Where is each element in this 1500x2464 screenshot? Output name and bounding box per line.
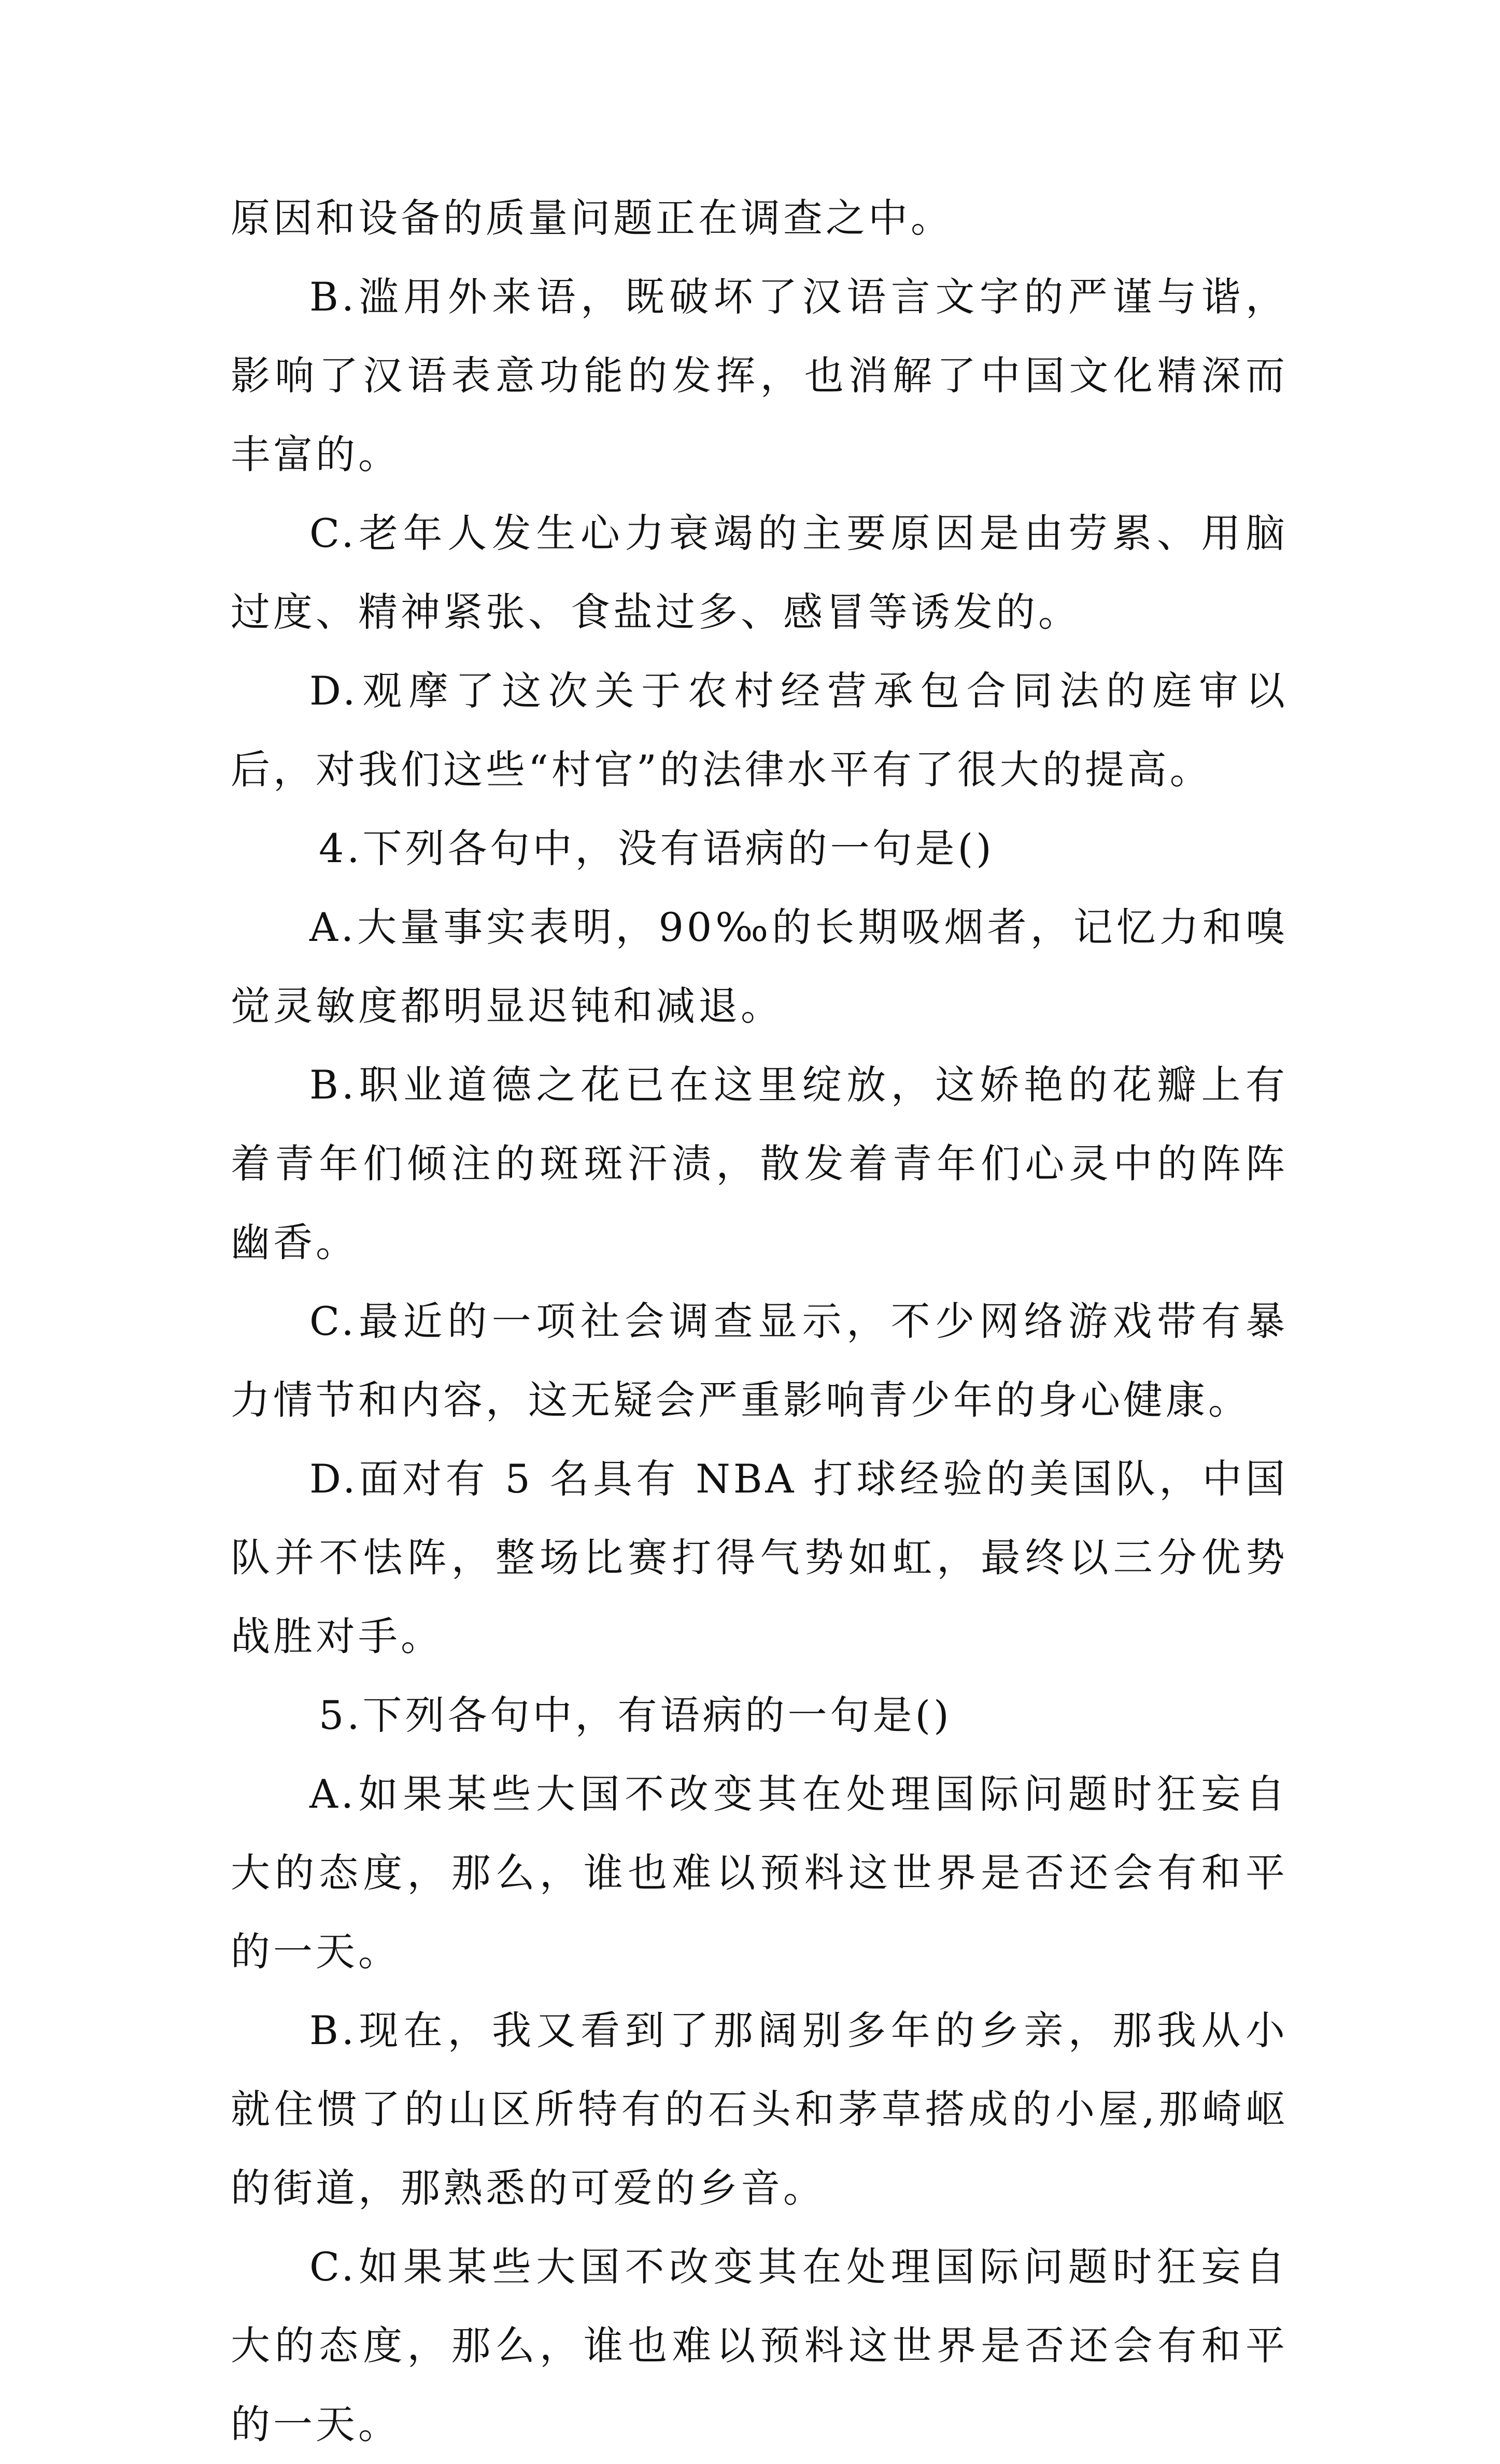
q3-option-b: B.滥用外来语，既破坏了汉语言文字的严谨与谐，影响了汉语表意功能的发挥，也消解了中国文化精深而丰富的。 (231, 274, 1288, 477)
q3-option-d: D.观摩了这次关于农村经营承包合同法的庭审以后，对我们这些“村官”的法律水平有了很大的提高。 (231, 668, 1288, 793)
q5-option-c: C.如果某些大国不改变其在处理国际问题时狂妄自大的态度，那么，谁也难以预料这世界是否还会有和平的一天。 (231, 2244, 1288, 2447)
question-5-stem: 5.下列各句中，有语病的一句是() (319, 1692, 952, 1738)
q4-option-b: B.职业道德之花已在这里绽放，这娇艳的花瓣上有着青年们倾注的斑斑汗渍，散发着青年们心灵中的阵阵幽香。 (231, 1062, 1288, 1265)
q3-option-c: C.老年人发生心力衰竭的主要原因是由劳累、用脑过度、精神紧张、食盐过多、感冒等诱发的。 (231, 510, 1288, 635)
q5-option-a: A.如果某些大国不改变其在处理国际问题时狂妄自大的态度，那么，谁也难以预料这世界是否还会有和平的一天。 (231, 1771, 1288, 1975)
q4-option-d: D.面对有 5 名具有 NBA 打球经验的美国队，中国队并不怯阵，整场比赛打得气势如虹，最终以三分优势战胜对手。 (231, 1456, 1288, 1659)
paragraph-continuation: 原因和设备的质量问题正在调查之中。 (231, 195, 953, 241)
q4-option-c: C.最近的一项社会调查显示，不少网络游戏带有暴力情节和内容，这无疑会严重影响青少年的身心健康。 (231, 1298, 1288, 1423)
document-body (231, 179, 1288, 2464)
q4-option-a: A.大量事实表明，90‰的长期吸烟者，记忆力和嗅觉灵敏度都明显迟钝和减退。 (231, 904, 1288, 1029)
question-4-stem: 4.下列各句中，没有语病的一句是() (319, 825, 995, 871)
q5-option-b: B.现在，我又看到了那阔别多年的乡亲，那我从小就住惯了的山区所特有的石头和茅草搭成的小屋,那崎岖的街道，那熟悉的可爱的乡音。 (231, 2007, 1288, 2211)
